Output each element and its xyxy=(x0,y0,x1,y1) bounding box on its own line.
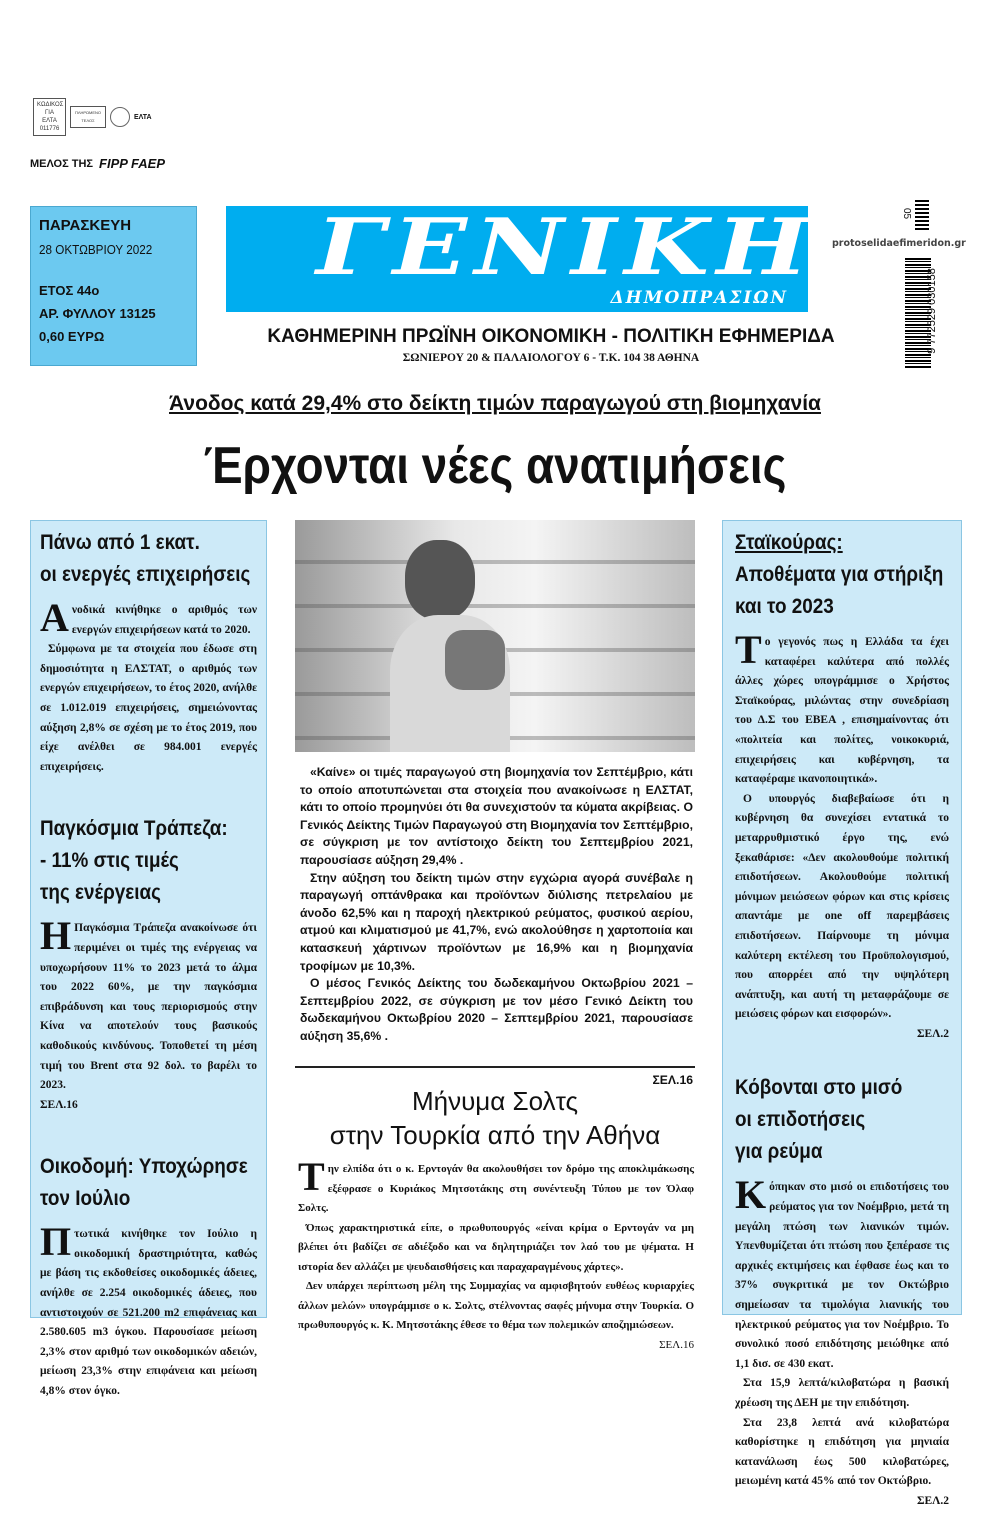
story-text: Στα 15,9 λεπτά/κιλοβατώρα η βασική χρέωση της ΔΕΗ με την επιδότηση. xyxy=(735,1377,949,1409)
fipp-faep-logo: FIPP FAEP xyxy=(99,156,166,171)
lead-headline: Έρχονται νέες ανατιμήσεις xyxy=(203,437,787,495)
tagline: ΚΑΘΗΜΕΡΙΝΗ ΠΡΩΪΝΗ ΟΙΚΟΝΟΜΙΚΗ - ΠΟΛΙΤΙΚΗ ΕΦΗΜΕΡΙΔΑ xyxy=(267,326,835,347)
drop-cap: Π xyxy=(40,1219,72,1265)
right-sidebar xyxy=(722,520,962,1507)
story-heading: Πάνω από 1 εκατ. xyxy=(40,531,200,554)
page-ref: ΣΕΛ.2 xyxy=(916,1027,949,1040)
divider xyxy=(295,1066,695,1068)
story-text: ο γεγονός πως η Ελλάδα τα έχει καταφέρει καλύτερα από πολλές άλλες χώρες υπογράμμισε ο Χρήστος Σταϊκούρας, μιλώντας στην συνεδρίαση του Δ.Σ του ΕΒΕΑ , επισημαίνοντας ότι «πολιτεία και πολίτες, νοικοκυριά, επιχειρήσεις και κυβέρνηση, τα καταφέραμε ικανοποιητικά». xyxy=(735,636,949,786)
story-heading: - 11% στις τιμές xyxy=(40,849,179,873)
story-text: Δεν υπάρχει περίπτωση μέλη της Συμμαχίας να αμφισβητούν ευθέως κυριαρχίες άλλων μελών» υπογράμμισε ο κ. Σολτς, στέλνοντας σαφές μήνυμα στην Τουρκία. Ο πρωθυπουργός κ. Κ. Μητσοτάκης έθεσε το θέμα των πολεμικών αποζημιώσεων. xyxy=(298,1280,694,1331)
newspaper-title: ΓΕΝΙΚΗ xyxy=(316,202,817,293)
lead-photo xyxy=(295,520,695,752)
story-heading: Αποθέματα για στήριξη xyxy=(735,563,944,586)
address: ΣΩΝΙΕΡΟΥ 20 & ΠΑΛΑΙΟΛΟΓΟΥ 6 - Τ.Κ. 104 38 ΑΘΗΝΑ xyxy=(402,352,700,364)
story-construction xyxy=(40,1151,257,1401)
story-staikouras xyxy=(735,527,949,1044)
story-heading: οι επιδοτήσεις xyxy=(735,1108,866,1132)
issue-year: ΕΤΟΣ 44ο xyxy=(39,283,100,298)
article-paragraph: Στην αύξηση του δείκτη τιμών στην εγχώρια αγορά συνέβαλε η παραγωγή οπτάνθρακα και προϊόντων διύλισης πετρελαίου με άνοδο 62,5% και η παροχή ηλεκτρικού ρεύματος, φυσικού αερίου, ατμού και κλιματισμού με 41,7%, ενώ ακολούθησε η χαρτοποιία και κατασκευή χάρτινων προϊόντων με 16,9% και η βιομηχανία τροφίμων με 10,3%. xyxy=(300,870,693,973)
story-heading: για ρεύμα xyxy=(735,1140,823,1164)
drop-cap: Κ xyxy=(735,1172,767,1218)
drop-cap: Τ xyxy=(298,1154,325,1199)
story-world-bank xyxy=(40,813,257,1115)
page-ref: ΣΕΛ.16 xyxy=(659,1338,694,1351)
lead-kicker: Άνοδος κατά 29,4% στο δείκτη τιμών παραγωγού στη βιομηχανία xyxy=(169,392,821,415)
elta-code-label: ΚΩΔΙΚΟΣ ΓΙΑ ΕΛΤΑ xyxy=(37,102,64,124)
issue-day: ΠΑΡΑΣΚΕΥΗ xyxy=(39,217,132,234)
postage-stamp: ΠΛΗΡΩΜΕΝΟ ΤΕΛΟΣ xyxy=(70,106,106,128)
story-text: ην ελπίδα ότι ο κ. Ερντογάν θα ακολουθήσει τον δρόμο της αποκλιμάκωσης εξέφρασε ο Κυριάκος Μητσοτάκης στη συνέντευξη Τύπου με τον Όλαφ Σολτς. xyxy=(298,1163,694,1214)
scholz-headline xyxy=(295,1084,695,1152)
story-businesses xyxy=(40,527,257,777)
drop-cap: Α xyxy=(40,595,69,640)
barcode-number: 9 772529 030158 xyxy=(926,268,938,354)
elta-logo: ΕΛΤΑ xyxy=(134,113,152,121)
story-heading: Κόβονται στο μισό xyxy=(735,1076,903,1100)
story-heading: Παγκόσμια Τράπεζα: xyxy=(40,817,228,841)
headline-line: στην Τουρκία από την Αθήνα xyxy=(329,1120,661,1150)
left-sidebar xyxy=(30,520,267,1398)
issue-date: 28 ΟΚΤΩΒΡΙΟΥ 2022 xyxy=(39,242,153,257)
lead-article xyxy=(300,764,693,1089)
story-text: Παγκόσμια Τράπεζα ανακοίνωσε ότι περιμένει οι τιμές της ενέργειας να υποχωρήσουν 11% το 2023 μετά το άλμα του 2022 60%, με την παγκόσμια επιβράδυνση και τους περιορισμούς στην Κίνα να αποτελούν τους βασικούς καθοδικούς κινδύνους. Τοποθετεί τη μέση τιμή του Brent στα 92 δολ. το βαρέλι το 2023. xyxy=(40,922,257,1092)
page-ref: ΣΕΛ.2 xyxy=(916,1494,949,1507)
seal-icon xyxy=(110,107,130,127)
story-text: νοδικά κινήθηκε ο αριθμός των ενεργών επιχειρήσεων κατά το 2020. xyxy=(71,604,257,636)
story-text: Ο υπουργός διαβεβαίωσε ότι η κυβέρνηση θα συνεχίσει εντατικά το μεταρρυθμιστικό έργο της, ενώ ξεκαθάρισε: «Δεν ακολουθούμε πολιτική επιδοτήσεων. Ακολουθούμε πολιτική μόνιμων μειώσεων φόρων και στις κρίσεις απαντάμε με one off παρεμβάσεις επιδοτήσεων. Παίρνουμε τη μόνιμα καλύτερη εκτέλεση του Προϋπολογισμού, που απορρέει από την υψηλότερη ανάπτυξη, και αυτή τη μεταφράζουμε σε μειώσεις φόρων και εισφορών». xyxy=(735,792,949,1021)
drop-cap: Τ xyxy=(735,627,762,672)
barcode xyxy=(901,200,945,370)
drop-cap: Η xyxy=(40,913,72,959)
issue-number: ΑΡ. ΦΥΛΛΟΥ 13125 xyxy=(39,306,156,321)
story-text: Στα 23,8 λεπτά ανά κιλοβατώρα καθορίστηκε η επιδότηση για μηνιαία κατανάλωση έως 500 κιλοβατώρες, μειωμένη κατά 45% από τον Οκτώβριο. xyxy=(735,1416,949,1488)
headline-line: Μήνυμα Σολτς xyxy=(411,1086,579,1116)
postal-stamps xyxy=(33,98,152,136)
scholz-article xyxy=(298,1154,694,1355)
story-text: Σύμφωνα με τα στοιχεία που έδωσε στη δημοσιότητα η ΕΛΣΤΑΤ, ο αριθμός των ενεργών επιχειρήσεων, το έτος 2020, ανήλθε σε 1.012.019 επιχειρήσεις, σημειώνοντας αύξηση 2,8% σε σχέση με το έτος 2019, που είχε ανέλθει σε 984.001 ενεργές επιχειρήσεις. xyxy=(40,643,257,773)
elta-code-value: 011776 xyxy=(39,126,60,132)
article-paragraph: Ο μέσος Γενικός Δείκτης του δωδεκαμήνου Οκτωβρίου 2021 – Σεπτεμβρίου 2022, σε σύγκριση με τον μέσο Γενικό Δείκτη του δωδεκαμήνου Οκτωβρίου 2020 – Σεπτεμβρίου 2021, παρουσίασε αύξηση 35,6% . xyxy=(300,976,693,1043)
story-kicker: Σταϊκούρας: xyxy=(735,531,843,554)
issue-barcode xyxy=(915,200,929,230)
story-heading: οι ενεργές επιχειρήσεις xyxy=(40,563,251,586)
story-text: τωτικά κινήθηκε τον Ιούλιο η οικοδομική δραστηριότητα, καθώς με βάση τις εκδοθείσες οικοδομικές άδειες, ανήλθε σε 2.254 οικοδομικές άδειες, που αντιστοιχούν σε 521.200 m2 επιφάνειας και 2.580.605 m3 όγκου. Παρουσίασε μείωση 2,3% στον αριθμό των οικοδομικών αδειών, μείωση 23,3% στην επιφάνεια και μείωση 4,8% στον όγκο. xyxy=(40,1228,257,1398)
story-heading: τον Ιούλιο xyxy=(40,1187,131,1211)
masthead-logo xyxy=(226,202,817,312)
article-paragraph: «Καίνε» οι τιμές παραγωγού στη βιομηχανία τον Σεπτέμβριο, κάτι το οποίο αποτυπώνεται στα στοιχεία που ανακοίνωσε η ΕΛΣΤΑΤ, κάτι το οποίο προμηνύει ότι θα συνεχιστούν τα κύματα ακρίβειας. Ο Γενικός Δείκτης Τιμών Παραγωγού στη Βιομηχανία τον Σεπτέμβριο, σε σύγκριση με τον αντίστοιχο δείκτη του Σεπτεμβρίου 2021, παρουσίασε αύξηση 29,4% . xyxy=(300,765,693,867)
story-text: όπηκαν στο μισό οι επιδοτήσεις του ρεύματος για τον Νοέμβριο, μετά τη μεγάλη πτώση των λιανικών τιμών. Υπενθυμίζεται ότι πτώση που ξεπέρασε τις αρχικές εκτιμήσεις και έφθασε έως και το 37% συγκριτικά με τον Οκτώβριο σημείωσαν τα τιμολόγια λιανικής του ηλεκτρικού ρεύματος για τον Νοέμβριο. Το συνολικό ποσό επιδότησης μειώθηκε από 1,1 δισ. σε 430 εκατ. xyxy=(735,1181,949,1370)
story-subsidies xyxy=(735,1072,949,1511)
page-ref: ΣΕΛ.16 xyxy=(652,1072,693,1087)
membership xyxy=(30,156,165,171)
member-of-label: ΜΕΛΟΣ ΤΗΣ xyxy=(30,157,94,170)
newspaper-subtitle: ΔΗΜΟΠΡΑΣΙΩΝ xyxy=(610,288,788,308)
page-ref: ΣΕΛ.16 xyxy=(40,1098,78,1111)
story-heading: Οικοδομή: Υποχώρησε xyxy=(40,1155,248,1179)
elta-code xyxy=(33,98,66,136)
watermark: protoselidaefimeridon.gr xyxy=(832,238,966,249)
issue-price: 0,60 ΕΥΡΩ xyxy=(39,329,105,344)
issue-info-box xyxy=(30,206,197,366)
story-text: Όπως χαρακτηριστικά είπε, ο πρωθυπουργός «είναι κρίμα ο Ερντογάν να μη βλέπει ότι βαδίζει σε αδιέξοδο και να δηλητηριάζει τον λαό του με ψέματα. Η ιστορία δεν αλλάζει με ψευδαισθήσεις και παραχαραγμένους χάρτες». xyxy=(298,1221,694,1273)
issue-code: 05 xyxy=(901,207,913,220)
story-heading: και το 2023 xyxy=(735,595,834,618)
story-heading: της ενέργειας xyxy=(40,881,161,905)
